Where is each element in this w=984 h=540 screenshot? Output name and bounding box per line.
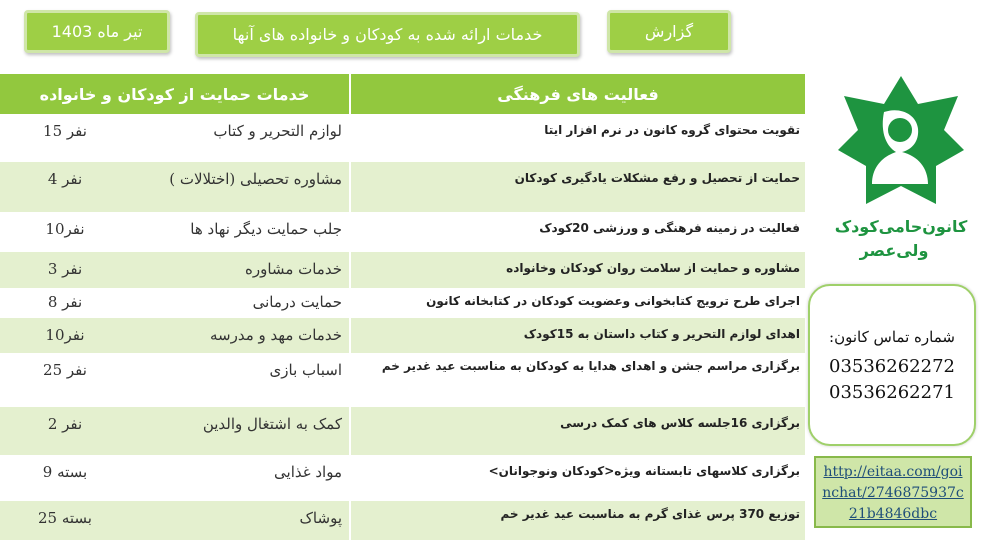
contact-box [808,284,976,446]
row-count: 10نفر [45,220,85,238]
row-count: 3 نفر [47,260,83,278]
table-row [0,114,805,162]
table-row [0,162,805,212]
contact-label: شماره تماس کانون: [829,328,955,346]
row-activity: اهدای لوازم التحریر و کتاب داستان به 15کودک [523,327,800,341]
contact-phone-2[interactable]: 03536262271 [829,382,955,403]
row-count: 25 نفر [43,361,87,379]
row-service: خدمات مشاوره [245,260,342,278]
column-divider [349,74,351,540]
table-row [0,318,805,353]
table-row [0,252,805,288]
row-activity: تقویت محتوای گروه کانون در نرم افزار ایتا [544,123,800,137]
organization-logo [832,72,970,264]
row-count: 9 بسته [42,463,88,481]
support-services-header: خدمات حمایت از کودکان و خانواده [0,74,349,114]
row-service: پوشاک [299,509,342,527]
row-activity: حمایت از تحصیل و رفع مشکلات یادگیری کودکان [514,171,800,185]
table-row [0,407,805,455]
row-activity: برگزاری مراسم جشن و اهدای هدایا به کودکان به مناسبت عید غدیر خم [381,359,800,373]
report-label: گزارش [607,10,731,53]
table-row [0,501,805,540]
row-service: خدمات مهد و مدرسه [209,326,342,344]
row-count: 25 بسته [38,509,92,527]
row-count: 15 نفر [43,122,87,140]
table-row [0,212,805,252]
eitaa-channel-link[interactable]: http://eitaa.com/goinchat/2746875937c21b4846dbc [814,456,972,528]
row-activity: برگزاری 16جلسه کلاس های کمک درسی [560,416,800,430]
table-row [0,353,805,407]
row-activity: اجرای طرح ترویج کتابخوانی وعضویت کودکان در کتابخانه کانون [426,294,800,308]
child-head-icon [888,118,912,142]
row-activity: فعالیت در زمینه فرهنگی و ورزشی 20کودک [539,221,800,235]
row-service: حمایت درمانی [252,293,342,311]
table-row [0,288,805,318]
logo-text-line2: ولی‌عصر [859,241,929,260]
row-service: کمک به اشتغال والدین [202,415,342,433]
title-label: خدمات ارائه شده به کودکان و خانواده های آنها [195,12,580,57]
table-row [0,455,805,501]
row-service: اسباب بازی [269,361,342,379]
row-activity: توزیع 370 پرس غذای گرم به مناسبت عید غدیر خم [500,507,800,521]
row-count: 10نفر [45,326,85,344]
date-label: تیر ماه 1403 [24,10,170,53]
row-service: لوازم التحریر و کتاب [213,122,342,140]
row-activity: مشاوره و حمایت از سلامت روان کودکان وخانواده [506,261,800,275]
row-count: 4 نفر [47,170,83,188]
row-service: مشاوره تحصیلی (اختلالات ) [169,170,342,188]
logo-text-line1: کانون‌حامی‌کودک [834,217,968,236]
row-count: 2 نفر [47,415,83,433]
row-service: جلب حمایت دیگر نهاد ها [190,220,342,238]
row-count: 8 نفر [47,293,83,311]
row-activity: برگزاری کلاسهای تابستانه ویژه<کودکان ونوجوانان> [488,464,800,478]
row-service: مواد غذایی [274,463,342,481]
cultural-activities-header: فعالیت های فرهنگی [351,74,805,114]
contact-phone-1[interactable]: 03536262272 [829,356,955,377]
